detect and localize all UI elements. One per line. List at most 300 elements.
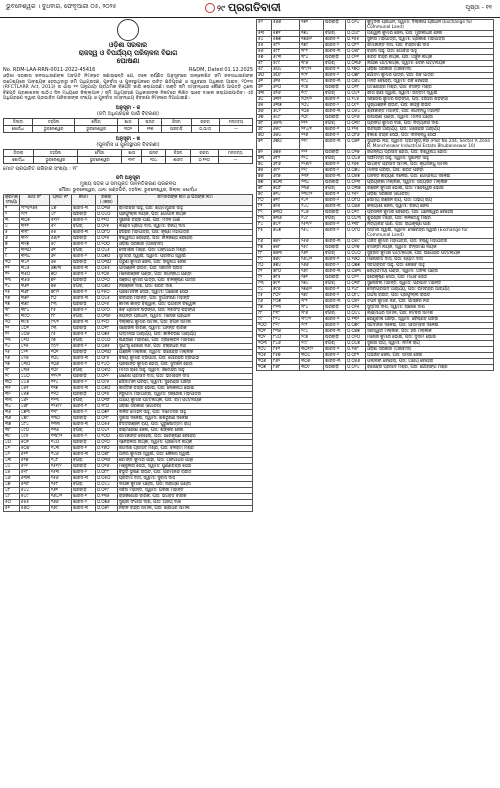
table-cell: ୦.୧୬୦ xyxy=(95,445,117,451)
table-cell: ୫୭୭ xyxy=(272,37,300,43)
table-cell: ଶାରଦ-୨ xyxy=(71,499,95,505)
table-cell: ୨୯୧ xyxy=(19,211,49,217)
table-cell: ୦.୦୨୫ xyxy=(95,223,117,229)
table-cell: ୨୫୯ xyxy=(300,245,324,251)
table-cell: ୦.୦୨୭ xyxy=(346,245,366,251)
table-cell: ୭ xyxy=(4,241,20,247)
table-cell: ୩୦୧/୨ xyxy=(300,347,324,353)
table-cell: ୦.୦୪୪ xyxy=(95,481,117,487)
table-cell: ୩୧୮ xyxy=(19,229,49,235)
table-cell: ଶାରଦ-୩ xyxy=(71,451,95,457)
table-cell: ଅକ୍ଷୟ କୁମାର ପଟ୍ଟନାୟକ, ପିତା: ରାମ ପଟ୍ଟନାୟକ xyxy=(117,397,252,403)
table-cell: ୩୭୯ xyxy=(19,301,49,307)
table-cell: ଚିତ୍ତରଞ୍ଜନ ରାୟ, ପିତା: ପୁରୁଷୋତ୍ତମ ରାୟ xyxy=(117,421,252,427)
table-cell: ୦.୦୭୨ xyxy=(95,409,117,415)
table-cell: ଘରବାଡ଼ି xyxy=(71,463,95,469)
table-cell: ୭୧ xyxy=(257,139,272,150)
table-cell: ୪୯୦ xyxy=(19,427,49,433)
table-cell: ଶାରଦ-୨ xyxy=(324,293,346,299)
table-cell: ୦.୦୨୦ xyxy=(346,335,366,341)
table-cell: ୫୦୧ xyxy=(19,439,49,445)
table-cell: ୦.୧୨୦ xyxy=(190,156,218,163)
table-row xyxy=(257,20,494,31)
table-cell: ୧୩୮/୧ xyxy=(49,433,71,439)
table-cell: ୩୨୨ xyxy=(19,235,49,241)
table-cell: ୪୫ xyxy=(4,469,20,475)
table-cell: ଅନନ୍ତ ନାରାୟଣ ଦଳେଇ, ପିତା: ଗୋପୀନାଥ ଦଳେଇ xyxy=(366,174,494,180)
table-cell: ୭୭ xyxy=(257,180,272,186)
table-cell: ୦.୦୧୭ xyxy=(346,150,366,156)
table-cell: ରାମଚନ୍ଦ୍ର ସାହୁ, ପିତା: ଶ୍ୟାମସୁନ୍ଦର ସାହୁ xyxy=(117,205,252,211)
table-cell: ଲକ୍ଷ୍ମୀଧର ସାମଲ, ପିତା: ନଟବର ସାମଲ xyxy=(366,311,494,317)
table-cell: ୧୮୧ xyxy=(300,49,324,55)
table-cell: ୧୧୨/୧ xyxy=(49,373,71,379)
table-cell: ୦.୦୫୪ xyxy=(346,109,366,115)
table-cell: ୧୨୫/୨ xyxy=(49,403,71,409)
table-cell: ଗଣେଶ ପ୍ରସାଦ ଦାସ, ପିତା: ଭୀମସେନ ଦାସ xyxy=(117,373,252,379)
table-cell: ୪୩ xyxy=(4,457,20,463)
table-cell: ୮୪ xyxy=(257,222,272,228)
table-cell: ଶାରଦ-୩ xyxy=(324,359,346,365)
table-cell: ୧୯୧ xyxy=(300,73,324,79)
table-cell: ଜ୍ୟୋତିର୍ମୟୀ ପଣ୍ଡା, ସ୍ୱାମୀ: ଅନିଲ ପଣ୍ଡା xyxy=(366,269,494,275)
table-cell: ୪ xyxy=(4,223,20,229)
table-cell: ୨୩୬ xyxy=(300,186,324,192)
table-cell: ୧୨ xyxy=(4,271,20,277)
table-cell: ୨୭ xyxy=(4,361,20,367)
table-cell: ମିନତି ବେହେରା, ସ୍ୱାମୀ: ରବି ବେହେରା xyxy=(366,79,494,85)
table-cell: ୫୧୧ xyxy=(19,451,49,457)
table-cell: କମଳା କାନ୍ତ ବିଶ୍ୱାଳ, ପିତା: ଭଗବାନ ବିଶ୍ୱାଳ xyxy=(117,301,252,307)
table-cell: ୩୬୧ xyxy=(19,283,49,289)
table-cell: ୫୬/୧ xyxy=(49,235,71,241)
table-cell: ୩୧ xyxy=(4,385,20,391)
table-cell: ୬୫୩ xyxy=(272,121,300,127)
table-cell: ଘରବାଡ଼ି xyxy=(324,275,346,281)
table-cell: ସୁମିତ୍ରା ସ୍ୱାଇଁ, ସ୍ୱାମୀ: ପ୍ରଦୀପ ସ୍ୱାଇଁ xyxy=(117,253,252,259)
table-cell: ସୁଧାଂଶୁ ଶେଖର ନନ୍ଦ, ପିତା: ଚକ୍ରଧର ନନ୍ଦ xyxy=(117,343,252,349)
table-cell: ଘରବାଡ଼ି xyxy=(324,210,346,216)
table-cell: ୪୨ xyxy=(4,451,20,457)
table-cell: ଘରବାଡ଼ି xyxy=(324,335,346,341)
table-cell: ୯୩ xyxy=(257,281,272,287)
table-cell: ରେଣୁବାଳା ପରିଡ଼ା, ସ୍ୱାମୀ: ବୈଷ୍ଣବ ପରିଡ଼ା xyxy=(366,317,494,323)
table-cell: ବନ୍ଦନା ସାହୁ, ପିତା: ଗୋବିନ୍ଦ ସାହୁ xyxy=(366,49,494,55)
table-cell: ୩୩ xyxy=(4,397,20,403)
table-cell: ୦.୦୨୦ xyxy=(95,277,117,283)
table-cell: ଶାରଦ-୩ xyxy=(324,329,346,335)
table-header-row xyxy=(4,194,253,205)
table-cell: ଶାରଦ-୩ xyxy=(71,421,95,427)
table-cell: ୨୦୪ xyxy=(300,103,324,109)
table-cell: ୦.୦୨୪ xyxy=(346,365,366,371)
table-cell: ୩୮ xyxy=(4,427,20,433)
table-cell: ଶାରଦ-୨ xyxy=(71,271,95,277)
table-cell: ଘରବାଡ଼ି xyxy=(71,487,95,493)
table-cell: ସୁଶ୍ରୀ ସଂଗୀତା ଦାଶ, ପିତା: ଅଜୟ ଦାଶ xyxy=(117,499,252,505)
table-cell: ୧୯୯ xyxy=(300,91,324,97)
table-cell: ଜଗଦୀଶ ପ୍ରସାଦ ମିଶ୍ର, ପିତା: ବଳରାମ ମିଶ୍ର xyxy=(117,445,252,451)
table-cell: ଶାରଦ-୩ xyxy=(324,174,346,180)
table-cell: ୨୬୪/୧ xyxy=(300,257,324,263)
table-cell: ୭୫୨ xyxy=(272,239,300,245)
table-cell: ୦.୦୪୫ xyxy=(95,247,117,253)
table-cell: ୭୯୬ xyxy=(272,287,300,293)
table-cell: ୦.୦୫୨ xyxy=(346,299,366,305)
table-cell: ୦.୦୭୭ xyxy=(346,263,366,269)
department-name: ରାଜସ୍ୱ ଓ ବିପର୍ଯ୍ୟୟ ପରିଚାଳନା ବିଭାଗ xyxy=(78,49,178,57)
table-cell: ୦.୦୬୦ xyxy=(95,385,117,391)
table-cell: ୮୪୬ xyxy=(272,341,300,347)
land-schedule-title: ଜମି ଅନୁସୂଚୀ xyxy=(115,174,141,181)
table-cell: ୩୭୨ xyxy=(19,295,49,301)
table-cell: ବଗିଚା xyxy=(71,427,95,433)
table-cell: ୨୨ xyxy=(4,331,20,337)
table-cell: ୬୮୬ xyxy=(272,162,300,168)
table-cell: ୪୭୩ xyxy=(19,409,49,415)
table-cell: ବଗିଚା xyxy=(71,283,95,289)
masthead-name: ପ୍ରଗତିବାଦୀ xyxy=(227,1,281,14)
table-cell: ୩୫୬ xyxy=(19,277,49,283)
table-cell: ୦.୦୪୨ xyxy=(95,427,117,433)
table-header-row xyxy=(4,118,253,125)
table-cell: ୦.୦୮୧ xyxy=(346,353,366,359)
table-cell: ୭୫୮ xyxy=(272,245,300,251)
table-cell: ୨୩ xyxy=(4,337,20,343)
table-cell: ଶାରଦ-୧ xyxy=(324,127,346,133)
table-cell: ୨୪୪ xyxy=(300,204,324,210)
table-cell: ୧୦୬ xyxy=(49,361,71,367)
table-cell: ୩୦୯ xyxy=(300,365,324,371)
table-cell: ୮୨୯ xyxy=(272,323,300,329)
table-cell: ୧୬୪/୧ xyxy=(49,493,71,499)
table-cell: ୮୨୪ xyxy=(272,317,300,323)
table-cell: ୭୦୮ xyxy=(272,186,300,192)
table-cell: ଓଡ଼ିଶା ସରକାର (ଅନାବାଦୀ) xyxy=(117,241,252,247)
table-cell: ୪୬୨ xyxy=(19,397,49,403)
table-cell: ବଗିଚା xyxy=(71,313,95,319)
table-cell: ଘରବାଡ଼ି xyxy=(162,125,192,132)
table-cell: ୦.୧୭୦ xyxy=(346,67,366,73)
table-cell: ଶାରଦ-୧ xyxy=(324,257,346,263)
table-cell: ୧୦୫ xyxy=(257,353,272,359)
table-header-cell: କିସମ xyxy=(166,149,191,156)
table-cell: ୮୦ xyxy=(49,295,71,301)
table-cell: ୭୬ xyxy=(257,174,272,180)
table-cell: ସୁବ୍ରତ କୁମାର ପଟ୍ଟନାୟକ, ପିତା: ଉପେନ୍ଦ୍ର ପଟ୍ଟନାୟକ xyxy=(366,251,494,257)
table-cell: ୦.୦୪୦ xyxy=(95,211,117,217)
table-cell: ୫୦ xyxy=(4,499,20,505)
table-cell: ୮୦୭ xyxy=(272,299,300,305)
table-cell: ୬୯୨ xyxy=(272,168,300,174)
table-cell: ଶାରଦ-୨ xyxy=(71,217,95,223)
table-header-cell: ରକବା (ଏକର) xyxy=(95,194,117,205)
table-cell: ୮୬୮ xyxy=(272,365,300,371)
table-cell: ୧୭୧ xyxy=(300,20,324,31)
table-cell: ୭୬୩ xyxy=(272,251,300,257)
table-cell: ୩୩୦ xyxy=(19,247,49,253)
table-cell: ୬୩୭ xyxy=(272,103,300,109)
table-cell: ଘରବାଡ଼ି xyxy=(71,301,95,307)
table-cell: ୯ xyxy=(4,253,20,259)
table-cell: ୨୩୧ xyxy=(300,174,324,180)
table-cell: ୩୦୧ xyxy=(118,125,139,132)
table-cell: ସସ୍ମିତା ସ୍ୱାଇଁ, ସ୍ୱାମୀ: ଦେବେନ୍ଦ୍ର ସ୍ୱାଇଁ (Exchange for Communal Land) xyxy=(366,228,494,239)
table-cell: ରାଜକିଶୋର ବାରିକ, ପିତା: ଭଗବତ ବାରିକ xyxy=(117,493,252,499)
table-cell: ୭୧୪ xyxy=(272,192,300,198)
table-cell: ଶରତ ଚନ୍ଦ୍ର ନାୟକ, ପିତା: ଅର୍ଜୁନ ନାୟକ xyxy=(366,55,494,61)
table-cell: ସଞ୍ଜୟ କୁମାର ପାତ୍ର, ପିତା: ବାଳକୃଷ୍ଣ ପାତ୍ର xyxy=(117,277,252,283)
table-cell: ନିତ୍ୟାନନ୍ଦ ପାଣି, ପିତା: ରାଧାକୃଷ୍ଣ ପାଣି xyxy=(366,222,494,228)
table-cell: ୧୧୭ xyxy=(138,125,161,132)
table-cell: ପ୍ରତିମା ଦାସ, ସ୍ୱାମୀ: ସୁବାସ ଦାସ xyxy=(117,475,252,481)
table-cell: ୬୪ xyxy=(257,97,272,103)
table-cell: ଶାରଦ-୧ xyxy=(71,445,95,451)
table-cell: ୦.୦୨୧ xyxy=(346,55,366,61)
table-cell: ୬୨ xyxy=(257,85,272,91)
table-header-cell: ପ୍ଲଟ xyxy=(138,118,161,125)
table-cell: ୦.୧୪୮ xyxy=(346,287,366,293)
table-cell: ବଗିଚା xyxy=(324,341,346,347)
table-cell: ୧୯୬ xyxy=(300,85,324,91)
table-cell: ଶାରଦ-୨ xyxy=(324,43,346,49)
table-cell: ୭୪୧ xyxy=(272,222,300,228)
table-cell: ୬୫୯ xyxy=(272,127,300,133)
table-cell: ୭୮ xyxy=(257,186,272,192)
table-cell: — xyxy=(219,125,252,132)
table-cell: ୦.୦୫୫ xyxy=(95,421,117,427)
table-cell: ୭୨ xyxy=(49,277,71,283)
page-number: ପୃଷ୍ଠା - ୧୧ xyxy=(465,4,492,11)
table-header-cell: କିସମ xyxy=(71,194,95,205)
table-cell: ୨୧୪/୧ xyxy=(300,127,324,133)
table-cell: ସୁରେଶ ଚନ୍ଦ୍ର ପାଣି, ପିତା: ମଦନ ପାଣି xyxy=(117,217,252,223)
table-cell: ୦.୦୭୬ xyxy=(95,499,117,505)
table-cell: ୩୦୬ xyxy=(300,359,324,365)
table-cell: ୦.୦୬୨ xyxy=(95,505,117,511)
table-cell: ୫୦୬ xyxy=(19,445,49,451)
table-cell: ୪୮ xyxy=(49,211,71,217)
table-cell: ୦.୦୯୦ xyxy=(346,228,366,239)
table-cell: ୧୬୧ xyxy=(49,487,71,493)
table-cell: ୭୯୧ xyxy=(272,281,300,287)
table-cell: ୮୮ xyxy=(49,313,71,319)
table-cell: ଶ୍ରୀକାନ୍ତ ମହାନ୍ତି, ପିତା: ଜଗବନ୍ଧୁ ମହାନ୍ତି xyxy=(366,109,494,115)
table-cell: ୧୫ xyxy=(4,289,20,295)
table-cell: ଦିଲ୍ଲୀପ କୁମାର ସାମଲ, ପିତା: ବିପିନ ସାମଲ xyxy=(117,319,252,325)
table-cell: ୦.୦୯୦ xyxy=(95,307,117,313)
table-cell: ୩୬୮ xyxy=(19,289,49,295)
notice-body: ଓଡ଼ିଶା ସରକାର ଜନସାଧାରଣଙ୍କ ଅବଗତି ନିମନ୍ତେ ଜଣାଉଛନ୍ତି ଯେ, ତଳେ ବର୍ଣ୍ଣିତ ଅନୁସୂଚୀରେ ଉଲ୍ଲେଖିତ ଜମି ଜନସାଧାରଣଙ୍କ ଉଦ୍ଦେଶ୍ୟରେ ଆବଶ୍ୟକ ହେଉଥିବାରୁ ଜମି ଅଧିଗ୍ରହଣ, ପୁନର୍ବାସ ଓ ପୁନଃସ୍ଥାପନରେ ଉଚିତ କ୍ଷତିପୂରଣ ଓ ସ୍ୱଚ୍ଛତା ଅଧିକାର ଆଇନ, ୨୦୧୩ (RFCTLARR Act, 2013) ର ଧାରା ୧୧ ଅନୁଯାୟୀ ପ୍ରାଥମିକ ବିଜ୍ଞପ୍ତି ଜାରି କରାଯାଉଛି। ଉକ୍ତ ଜମି ସମ୍ବନ୍ଧରେ କୌଣସି ଆପତ୍ତି ଥିଲେ ବିଜ୍ଞପ୍ତି ପ୍ରକାଶନର ଷାଠିଏ ଦିନ ମଧ୍ୟରେ ଜିଲ୍ଲାପାଳ / ଜମି ଅଧିଗ୍ରହଣ ଅଧିକାରୀଙ୍କ ନିକଟରେ ଲିଖିତ ଭାବେ ଦାଖଲ କରାଯାଇପାରିବ। ଏହି ଅଧିଗ୍ରହଣ ଦ୍ୱାରା ପ୍ରଭାବିତ ପରିବାରଙ୍କ ସଂଖ୍ୟା ଓ ପୁନର୍ବାସ ସମ୍ବନ୍ଧୀୟ ବିବରଣୀ ନିମ୍ନରେ ଦିଆଯାଇଛି। xyxy=(3,74,253,101)
table-cell: ୬୧ xyxy=(257,79,272,85)
table-cell: ୬୧୫ xyxy=(272,79,300,85)
land-schedule-table-left xyxy=(3,194,253,512)
table-cell: ୭୫ xyxy=(49,283,71,289)
table-cell: ୬୩୧ xyxy=(272,97,300,103)
table-cell: ୩୦ xyxy=(4,379,20,385)
table-cell: ୦.୧୪୦ xyxy=(95,361,117,367)
table-cell: ୧୪୬ xyxy=(49,451,71,457)
table-cell: ପଲ୍ଲବୀ ବେହେରା, ପିତା: ଅକ୍ଷୟ ବେହେରା xyxy=(366,359,494,365)
table-cell: ୮୬୨ xyxy=(272,359,300,365)
table-cell: ୭୦୩ xyxy=(272,180,300,186)
table-cell: ୪୨୧ xyxy=(19,349,49,355)
table-cell: ୧୩ xyxy=(4,277,20,283)
table-cell: ୦.୦୪୮ xyxy=(346,31,366,37)
table-cell: ୬୮ xyxy=(257,121,272,127)
masthead-number: ୨୯ xyxy=(217,3,225,13)
table-cell: ୩୪୫ xyxy=(19,265,49,271)
table-cell: ୧୬୬ xyxy=(49,499,71,505)
table-cell: ଘରବାଡ଼ି xyxy=(71,373,95,379)
table-cell: ୮୮ xyxy=(257,251,272,257)
table-cell: ୩୭ xyxy=(4,421,20,427)
table-cell: ୪୦୬ xyxy=(19,331,49,337)
table-cell: ଓଡ଼ିଶା ସରକାର (ଗୋଚର) xyxy=(117,403,252,409)
table-cell: ୧୧୪ xyxy=(49,379,71,385)
table-cell: ୧୯୪ xyxy=(300,79,324,85)
table-cell: ୦.୦୭୮ xyxy=(346,73,366,79)
table-cell: ୨୬୯ xyxy=(300,269,324,275)
table-cell: ୧୫୩ xyxy=(49,469,71,475)
table-cell: ୮୦୨ xyxy=(272,293,300,299)
table-cell: ୦.୦୧୫ xyxy=(95,235,117,241)
table-cell: ୦.୦୨୮ xyxy=(95,415,117,421)
schedule-b-subtitle: (ପୁନର୍ବାସ ଓ ପୁନଃସ୍ଥାପନ ବିବରଣୀ) xyxy=(96,141,160,148)
table-cell: ଶାରଦ-୩ xyxy=(71,319,95,325)
table-cell: ୭୦ xyxy=(257,133,272,139)
table-cell: ୬୨୬ xyxy=(272,91,300,97)
table-cell: ୬୭/୩ xyxy=(49,265,71,271)
table-cell: ୧୦୯ xyxy=(49,367,71,373)
table-cell: ସରସ୍ୱତୀ ମଲ୍ଲିକ, ପିତା: ହରି ମଲ୍ଲିକ xyxy=(366,329,494,335)
table-cell: ୨୭୧ xyxy=(300,275,324,281)
table-cell: ୦.୧୬୦ xyxy=(346,257,366,263)
table-cell: ୦.୦୨୩ xyxy=(346,180,366,186)
table-cell: ୦.୦୪୫ xyxy=(95,295,117,301)
table-cell: ରଶ୍ମିରେଖା ଜେନା, ପିତା: ଶଙ୍କର ଜେନା xyxy=(117,427,252,433)
table-cell: ୦.୧୫୮ xyxy=(346,347,366,353)
table-cell: ୭୩୬ xyxy=(272,216,300,222)
table-cell: ଶାରଦ-୩ xyxy=(324,204,346,210)
table-cell: ଗୌତମ କୁମାର ପାତ୍ର, ପିତା: ଶିବ ପାତ୍ର xyxy=(366,73,494,79)
table-cell: ୦.୦୧୮ xyxy=(346,85,366,91)
table-cell: ୨୮ xyxy=(4,367,20,373)
table-cell: ଘରବାଡ଼ି xyxy=(324,150,346,156)
table-cell: ୦.୦୨୬ xyxy=(346,115,366,121)
table-cell: ୧୫୬ xyxy=(49,475,71,481)
table-cell: ୮୪୦ xyxy=(272,335,300,341)
table-cell: ୮୧ xyxy=(257,204,272,210)
table-cell: ପୁଷ୍ପାଞ୍ଜଳି ରାଉତ, ପିତା: କାହ୍ନୁ ରାଉତ xyxy=(366,103,494,109)
table-cell: ୪୧ xyxy=(4,445,20,451)
table-cell: ଉମାକାନ୍ତ ବେହେରା, ପିତା: ହରେକୃଷ୍ଣ ବେହେରା xyxy=(117,433,252,439)
table-cell: ୨୮୪ xyxy=(300,305,324,311)
table-cell: ୨୬୬ xyxy=(300,263,324,269)
table-cell: ୧୮୬ xyxy=(300,61,324,67)
table-cell: ୦.୧୦୦ xyxy=(95,433,117,439)
table-cell: ୮୬ xyxy=(257,239,272,245)
table-cell: ୦.୦୯୨ xyxy=(346,103,366,109)
table-cell: ୧୦୩ xyxy=(257,341,272,347)
table-cell: ୮ xyxy=(4,247,20,253)
table-cell: ୧୦୪ xyxy=(49,355,71,361)
table-cell: ୦.୦୩୫ xyxy=(95,205,117,211)
table-cell: ୬୨୦ xyxy=(272,85,300,91)
table-cell: ୬୧ xyxy=(49,247,71,253)
table-cell: ୨୨୧ xyxy=(300,150,324,156)
table-cell: ଘରବାଡ଼ି xyxy=(324,245,346,251)
table-cell: ୫୭ xyxy=(257,55,272,61)
government-emblem-icon xyxy=(117,19,139,41)
table-cell: ୧୬ xyxy=(4,295,20,301)
table-cell: ୦.୦୮୫ xyxy=(95,355,117,361)
table-cell: ୦.୧୫୨ xyxy=(346,192,366,198)
table-cell: ମାନସୀ ପରିଡ଼ା, ପିତା: ଶରତ ପରିଡ଼ା xyxy=(366,168,494,174)
table-cell: ୦.୦୮୨ xyxy=(346,43,366,49)
table-cell: ଶାରଦ-୨ xyxy=(324,263,346,269)
table-cell: ୬୭୦ xyxy=(272,139,300,150)
table-cell: ବଗିଚା xyxy=(71,337,95,343)
table-cell: ସ୍ନେହଲତା ନାୟକ, ସ୍ୱାମୀ: ପ୍ରମୋଦ ନାୟକ xyxy=(117,439,252,445)
table-cell: ୨୯୯ xyxy=(300,341,324,347)
table-cell: ବଗିଚା xyxy=(324,311,346,317)
table-cell: ୫୯ xyxy=(49,241,71,247)
table-cell: ୦.୦୨୨ xyxy=(95,373,117,379)
table-cell: ବଗିଚା xyxy=(71,457,95,463)
table-cell: ୦.୧୦୫ xyxy=(95,271,117,277)
table-cell: ୧୦୬ xyxy=(257,359,272,365)
table-cell: ୦.୦୪୦ xyxy=(346,251,366,257)
table-cell: ଅମରେନ୍ଦ୍ର ମିଶ୍ର, ପିତା: ବସନ୍ତ ମିଶ୍ର xyxy=(366,85,494,91)
table-cell: ୦.୧୧୦ xyxy=(95,217,117,223)
table-cell: ୪୩୦ xyxy=(19,361,49,367)
table-cell: ହରେକୃଷ୍ଣ ସେଠୀ, ପିତା: ମାଧବ ସେଠୀ xyxy=(366,275,494,281)
table-cell: ୭୪୭ xyxy=(272,228,300,239)
table-cell: ୦.୦୧୬ xyxy=(95,463,117,469)
table-cell: ଘରବାଡ଼ି xyxy=(324,180,346,186)
right-column xyxy=(256,19,494,785)
table-cell: ସୌଦାମିନୀ ପରିଡ଼ା, ସ୍ୱାମୀ: ସୁରେନ୍ଦ୍ର ପରିଡ଼ା xyxy=(117,379,252,385)
table-cell: ୦.୦୨୦ xyxy=(95,439,117,445)
table-cell: ଶାରଦ-୨ xyxy=(324,103,346,109)
table-cell: ହେମନ୍ତ କୁମାର ପାଢ଼ୀ, ପିତା: ଗଙ୍ଗାଧର ପାଢ଼ୀ xyxy=(117,457,252,463)
table-cell: ୫୧/୨ xyxy=(49,217,71,223)
table-cell: ୩ xyxy=(4,217,20,223)
table-cell: ପ୍ରଶାନ୍ତ କୁମାର ହୋତା, ପିତା: ସୁଦର୍ଶନ ହୋତା xyxy=(117,361,252,367)
table-cell: ହରିହର ମହାପାତ୍ର, ପିତା: କୃଷ୍ଣ ମହାପାତ୍ର xyxy=(117,229,252,235)
table-cell: ୪୨୬ xyxy=(19,355,49,361)
table-cell: ୧୬୯ xyxy=(49,505,71,511)
table-cell: ୨୬ xyxy=(4,355,20,361)
table-cell: ୩୯୫ xyxy=(19,319,49,325)
table-cell: ୧୦୧ xyxy=(257,329,272,335)
table-cell: ୫୮୮ xyxy=(272,49,300,55)
table-cell: ୧୦୭ xyxy=(257,365,272,371)
table-cell: ୨୭୪ xyxy=(300,281,324,287)
table-cell: ଶାରଦ-୨ xyxy=(71,469,95,475)
table-cell: ୮୫ xyxy=(49,307,71,313)
table-cell: ଶାରଦ-୩ xyxy=(71,475,95,481)
schedule-a-title: ଅନୁସୂଚୀ - କ xyxy=(115,104,141,111)
table-cell: ଶାରଦ-୩ xyxy=(324,299,346,305)
table-cell: ୦.୧୨୫ xyxy=(346,127,366,133)
table-cell: ୧୫୮ xyxy=(49,481,71,487)
masthead-title xyxy=(205,1,281,15)
table-header-cell: କିସମ xyxy=(162,118,192,125)
table-cell: ୮୯ xyxy=(257,257,272,263)
table-cell: ୦.୦୮୦ xyxy=(95,229,117,235)
